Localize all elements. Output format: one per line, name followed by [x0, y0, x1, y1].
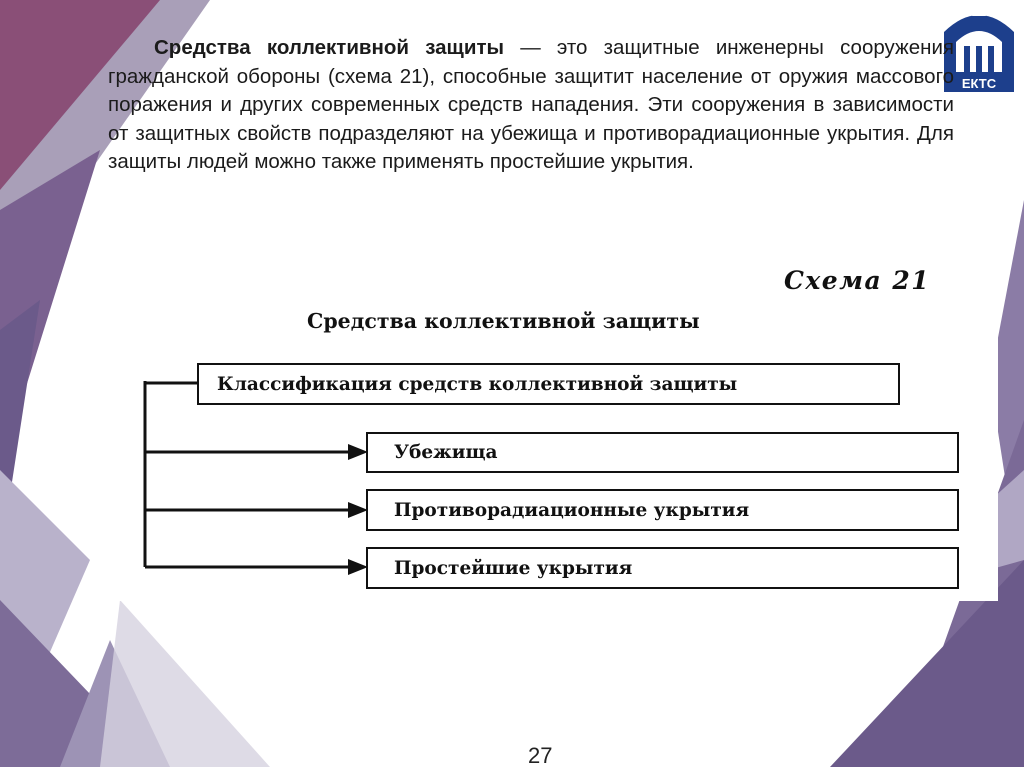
- child-label: Противорадиационные укрытия: [394, 499, 750, 521]
- arrow-icon: [348, 502, 368, 518]
- child-box-shelters: [366, 432, 959, 473]
- svg-text:ЕКТС: ЕКТС: [961, 76, 997, 91]
- paragraph-term: Средства коллективной защиты: [154, 36, 504, 59]
- diagram-title: Средства коллективной защиты: [307, 309, 700, 333]
- root-box: [197, 363, 900, 405]
- arrow-icon: [348, 559, 368, 575]
- paragraph-text: — это защитные инженерны сооружения гражданской обороны (схема 21), способные защитит население от оружия массового поражения и других современных средств нападения. Эти сооружения в зависимости от защитных свойств подразделяют на убежища и противорадиационные укрытия. Для защиты людей можно также применять простейшие укрытия.: [108, 36, 954, 174]
- child-box-simple: [366, 547, 959, 589]
- root-label: Классификация средств коллективной защиты: [217, 373, 738, 395]
- page-number: 27: [528, 743, 553, 768]
- child-label: Убежища: [394, 442, 498, 463]
- scheme-label: Схема 21: [784, 266, 931, 295]
- arrow-icon: [348, 444, 368, 460]
- child-box-antiradiation: [366, 489, 959, 531]
- child-label: Простейшие укрытия: [394, 557, 633, 579]
